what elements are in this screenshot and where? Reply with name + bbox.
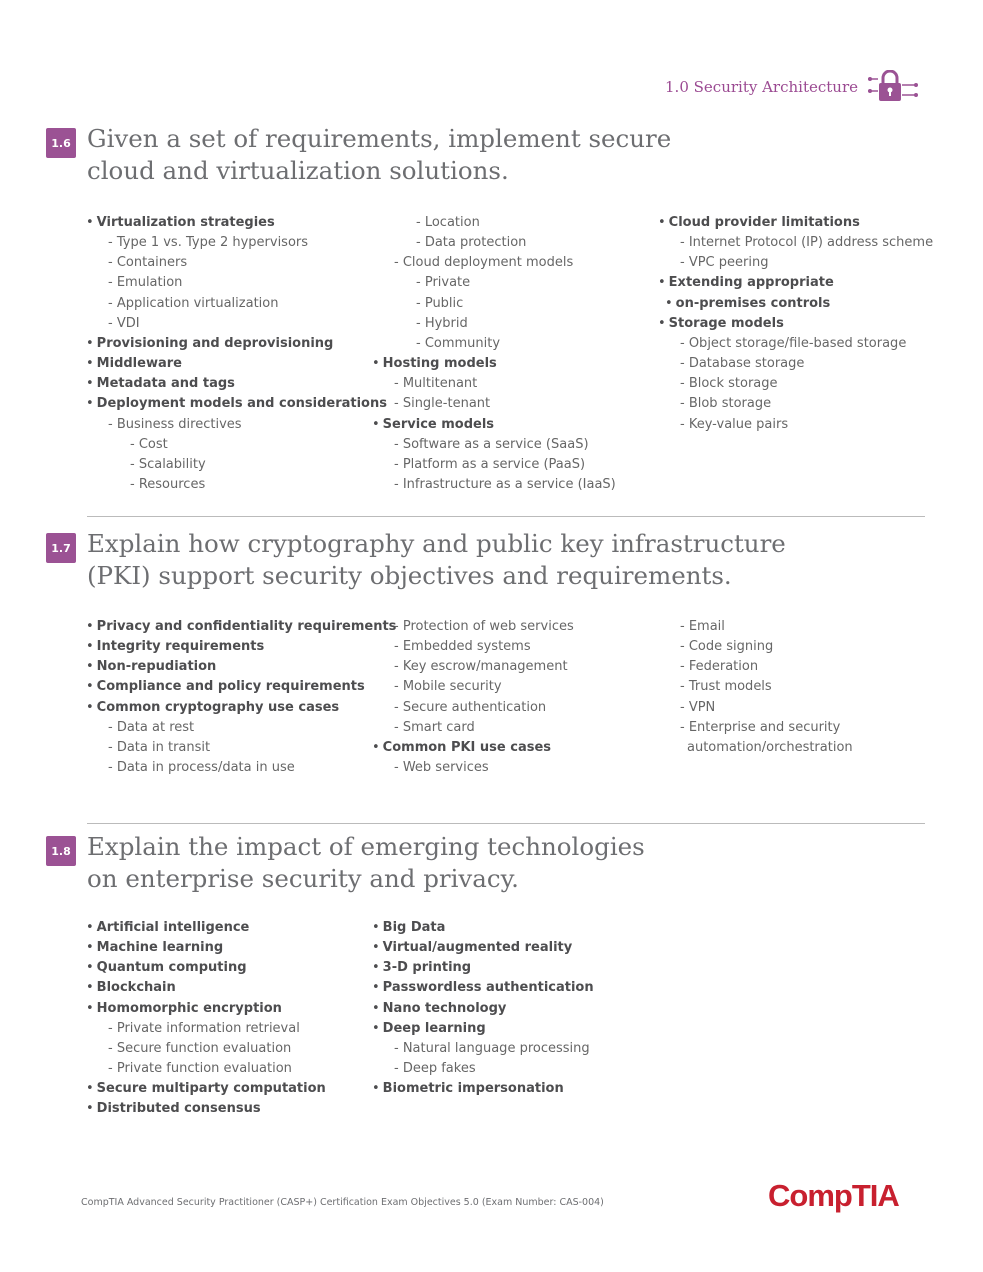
list-item: • Virtualization strategies (86, 213, 387, 233)
list-item: • 3-D printing (372, 958, 594, 978)
list-item: • Middleware (86, 354, 387, 374)
column-1 (86, 617, 396, 778)
list-item: - Scalability (86, 455, 387, 475)
list-item: - Resources (86, 475, 387, 495)
column-3 (658, 213, 933, 435)
column-2 (372, 213, 616, 495)
list-item: automation/orchestration (687, 739, 853, 755)
objective-number-badge: 1.6 (46, 128, 76, 158)
list-item: • Common cryptography use cases (86, 698, 396, 718)
list-item: • Cloud provider limitations (658, 213, 933, 233)
list-item: - Hybrid (372, 314, 616, 334)
list-item: - Data protection (372, 233, 616, 253)
list-item: - Protection of web services (372, 617, 574, 637)
list-item: - Object storage/file-based storage (658, 334, 933, 354)
comptia-logo: CompTIA (768, 1178, 899, 1213)
list-item: - Enterprise and security (658, 718, 853, 738)
list-item: - Cost (86, 435, 387, 455)
column-2 (372, 617, 574, 778)
list-item: • Secure multiparty computation (86, 1079, 326, 1099)
list-item: - Smart card (372, 718, 574, 738)
list-item: - Containers (86, 253, 387, 273)
list-item: - Web services (372, 758, 574, 778)
list-item: - Embedded systems (372, 637, 574, 657)
list-item: • Privacy and confidentiality requirements (86, 617, 396, 637)
column-3 (658, 617, 853, 758)
list-item: - Email (658, 617, 853, 637)
list-item: • Provisioning and deprovisioning (86, 334, 387, 354)
list-item: • Storage models (658, 314, 933, 334)
list-item: - Trust models (658, 677, 853, 697)
list-item: - Natural language processing (372, 1039, 594, 1059)
list-item: • Machine learning (86, 938, 326, 958)
list-item: - Private information retrieval (86, 1019, 326, 1039)
list-item: - Community (372, 334, 616, 354)
footer-text: CompTIA Advanced Security Practitioner (CASP+) Certification Exam Objectives 5.0 (Exam Number: CAS-004) (81, 1197, 604, 1208)
objective-title: Given a set of requirements, implement secure cloud and virtualization solutions. (87, 124, 672, 185)
list-item: - Platform as a service (PaaS) (372, 455, 616, 475)
list-item: - Deep fakes (372, 1059, 594, 1079)
list-item: - Block storage (658, 374, 933, 394)
list-item: - Key escrow/management (372, 657, 574, 677)
objective-number-badge: 1.7 (46, 533, 76, 563)
list-item: - Blob storage (658, 394, 933, 414)
column-1 (86, 213, 387, 495)
list-item: - Location (372, 213, 616, 233)
objective-title: Explain the impact of emerging technologies on enterprise security and privacy. (87, 832, 645, 893)
list-item: - Software as a service (SaaS) (372, 435, 616, 455)
list-item: - VDI (86, 314, 387, 334)
list-item: • Common PKI use cases (372, 738, 574, 758)
list-item: - Private function evaluation (86, 1059, 326, 1079)
list-item: - Federation (658, 657, 853, 677)
list-item: - Application virtualization (86, 294, 387, 314)
list-item: • Hosting models (372, 354, 616, 374)
list-item: - Mobile security (372, 677, 574, 697)
list-item: • Artificial intelligence (86, 918, 326, 938)
list-item: - Business directives (86, 415, 387, 435)
list-item: • Non-repudiation (86, 657, 396, 677)
list-item: - Infrastructure as a service (IaaS) (372, 475, 616, 495)
list-item: - Secure authentication (372, 698, 574, 718)
list-item: - Secure function evaluation (86, 1039, 326, 1059)
list-item: • Biometric impersonation (372, 1079, 594, 1099)
domain-label: 1.0 Security Architecture (665, 78, 858, 96)
list-item: • Passwordless authentication (372, 978, 594, 998)
list-item: • Service models (372, 415, 616, 435)
list-item: - Emulation (86, 273, 387, 293)
list-item: • Compliance and policy requirements (86, 677, 396, 697)
list-item: • Homomorphic encryption (86, 999, 326, 1019)
list-item: - Data in transit (86, 738, 396, 758)
list-item: - Type 1 vs. Type 2 hypervisors (86, 233, 387, 253)
list-item: • Big Data (372, 918, 594, 938)
list-item: • Quantum computing (86, 958, 326, 978)
list-item: • Distributed consensus (86, 1099, 326, 1119)
list-item: • on-premises controls (658, 294, 933, 314)
objective-number-badge: 1.8 (46, 836, 76, 866)
list-item: • Virtual/augmented reality (372, 938, 594, 958)
list-item: - Database storage (658, 354, 933, 374)
list-item: - Data in process/data in use (86, 758, 396, 778)
list-item: • Blockchain (86, 978, 326, 998)
list-item: • Metadata and tags (86, 374, 387, 394)
list-item: • Deep learning (372, 1019, 594, 1039)
objective-title: Explain how cryptography and public key infrastructure (PKI) support security objectives and requirements. (87, 529, 786, 590)
list-item: - Cloud deployment models (372, 253, 616, 273)
section-divider (87, 516, 925, 517)
list-item: - Private (372, 273, 616, 293)
list-item: - VPC peering (658, 253, 933, 273)
column-1 (86, 918, 326, 1120)
column-2 (372, 918, 594, 1099)
list-item: - Single-tenant (372, 394, 616, 414)
list-item: - Code signing (658, 637, 853, 657)
list-item: - Key-value pairs (658, 415, 933, 435)
list-item: - Data at rest (86, 718, 396, 738)
section-header (665, 70, 918, 104)
list-item: • Deployment models and considerations (86, 394, 387, 414)
list-item: • Extending appropriate (658, 273, 933, 293)
list-item: - Public (372, 294, 616, 314)
section-divider (87, 823, 925, 824)
list-item: - Multitenant (372, 374, 616, 394)
lock-circuit-icon (868, 70, 918, 104)
list-item: • Nano technology (372, 999, 594, 1019)
list-item: • Integrity requirements (86, 637, 396, 657)
list-item: - Internet Protocol (IP) address scheme (658, 233, 933, 253)
list-item: - VPN (658, 698, 853, 718)
